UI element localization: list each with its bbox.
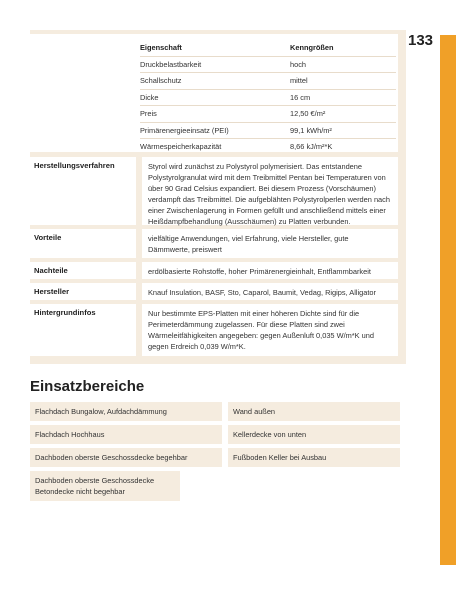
property-value: 8,66 kJ/m²*K — [290, 142, 333, 152]
info-row-advantages — [30, 229, 398, 258]
property-name: Primärenergieeinsatz (PEI) — [140, 125, 229, 135]
properties-table — [140, 40, 396, 155]
page-number: 133 — [408, 32, 434, 49]
use-area-item: Flachdach Bungalow, Aufdachdämmung — [30, 402, 222, 421]
property-value: 12,50 €/m² — [290, 109, 326, 119]
info-row-disadvantages — [30, 262, 398, 279]
property-name: Wärmespeicherkapazität — [140, 142, 222, 152]
info-row-label: Hersteller — [30, 283, 136, 300]
use-area-item: Wand außen — [228, 402, 400, 421]
use-area-item: Dachboden oberste Geschossdecke begehbar — [30, 448, 222, 467]
property-row — [140, 57, 396, 74]
side-accent-bar — [440, 35, 456, 565]
use-area-item: Dachboden oberste Geschossdecke Betondecke nicht begehbar — [30, 471, 180, 501]
section-title: Einsatzbereiche — [30, 378, 145, 395]
info-row-manufacturing — [30, 157, 398, 225]
property-name: Druckbelastbarkeit — [140, 59, 202, 69]
info-row-label: Hintergrundinfos — [30, 304, 136, 356]
info-row-text: Nur bestimmte EPS-Platten mit einer höheren Dichte sind für die Perimeterdämmung zugelassen. Für diese Platten sind zwei Wärmeleitfähigkeiten angegeben: gegen Außenluft 0,035 W/m*K und gegen Erdreich 0,039 W/m*K. — [142, 304, 398, 356]
use-areas-right-column — [228, 402, 400, 471]
property-row — [140, 73, 396, 90]
properties-header-col1: Eigenschaft — [140, 43, 182, 53]
property-row — [140, 106, 396, 123]
property-row — [140, 90, 396, 107]
info-row-text: Styrol wird zunächst zu Polystyrol polymerisiert. Das entstandene Polystyrolgranulat wird mit dem Treibmittel Pentan bei Temperaturen von über 90 Grad Celsius expandiert. Bei diesem Prozess (Vorschäumen) verdampft das Treibmittel. Die aufgeblähten Polystyrolperlen werden nach einer Zwischenlagerung in Formen gefüllt und anschließend mittels einer Heißdampfbehandlung (Ausschäumen) zu Platten verbunden. — [142, 157, 398, 225]
info-row-label: Nachteile — [30, 262, 136, 279]
property-value: 16 cm — [290, 92, 311, 102]
info-row-manufacturers — [30, 283, 398, 300]
property-name: Dicke — [140, 92, 159, 102]
property-value: 99,1 kWh/m² — [290, 125, 332, 135]
property-name: Schallschutz — [140, 76, 182, 86]
properties-header-col2: Kenngrößen — [290, 43, 334, 53]
properties-header-row — [140, 40, 396, 57]
use-area-item: Kellerdecke von unten — [228, 425, 400, 444]
use-area-item: Flachdach Hochhaus — [30, 425, 222, 444]
property-value: hoch — [290, 59, 307, 69]
property-name: Preis — [140, 109, 157, 119]
property-row — [140, 139, 396, 155]
property-value: mittel — [290, 76, 308, 86]
use-area-item: Fußboden Keller bei Ausbau — [228, 448, 400, 467]
info-row-text: Knauf Insulation, BASF, Sto, Caparol, Baumit, Vedag, Rigips, Alligator — [142, 283, 398, 300]
use-areas-left-column — [30, 402, 222, 505]
info-row-label: Vorteile — [30, 229, 136, 258]
properties-box — [30, 34, 398, 152]
info-row-label: Herstellungsverfahren — [30, 157, 136, 225]
info-row-background — [30, 304, 398, 356]
info-row-text: erdölbasierte Rohstoffe, hoher Primärenergieinhalt, Entflammbarkeit — [142, 262, 398, 279]
property-row — [140, 123, 396, 140]
info-row-text: vielfältige Anwendungen, viel Erfahrung, viele Hersteller, gute Dämmwerte, preiswert — [142, 229, 398, 258]
